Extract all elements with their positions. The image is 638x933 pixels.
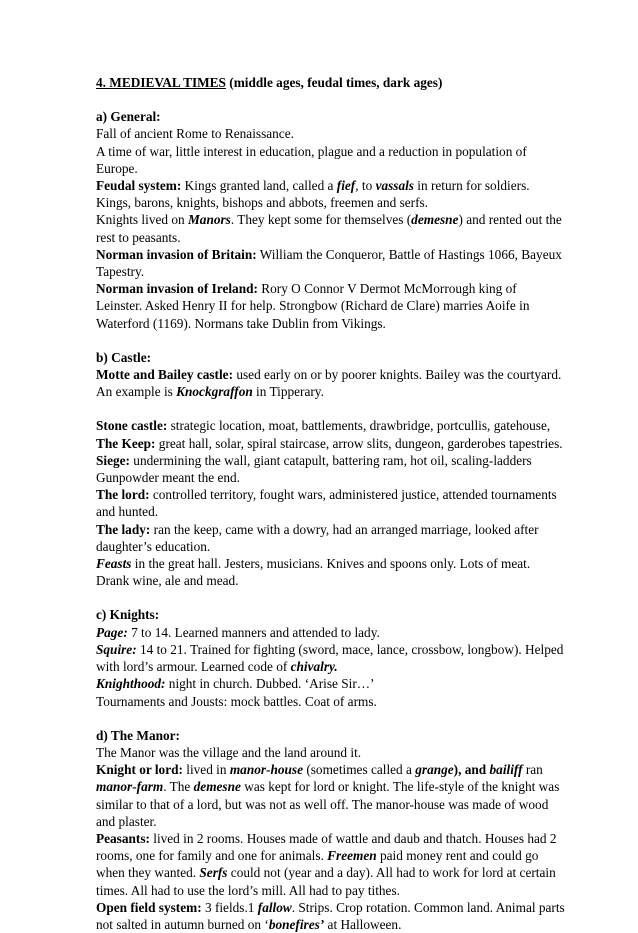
term-serfs: Serfs [199, 865, 228, 881]
text-run: Kings granted land, called a [181, 178, 337, 194]
paragraph-peasants [96, 830, 566, 899]
text-run: (sometimes called a [303, 762, 416, 778]
text-run: 14 to 21. Trained for fighting (sword, mace, lance, crossbow, longbow). Helped with lord’s armour. Learned code of [96, 641, 564, 675]
text-run: could not (year and a day). All had to work for lord at certain times. All had to use the lord’s mill. All had to pay tithes. [96, 865, 556, 898]
term-bailiff: bailiff [489, 762, 523, 778]
section-heading-castle: b) Castle: [96, 349, 152, 365]
spacer [96, 332, 566, 349]
paragraph-feasts [96, 555, 566, 589]
text-run: used early on or by poorer knights. Bailey was the courtyard. An example is [96, 367, 562, 400]
text-run: in return for soldiers. Kings, barons, knights, bishops and abbots, freemen and serfs. [96, 178, 530, 211]
text-run: undermining the wall, giant catapult, battering ram, hot oil, scaling-ladders Gunpowder meant the end. [96, 452, 532, 486]
paragraph: The Manor was the village and the land around it. [96, 744, 362, 760]
paragraph-siege [96, 452, 566, 486]
paragraph-knighthood [96, 675, 566, 692]
paragraph-norman-ireland [96, 280, 566, 332]
text-run: lived in [182, 762, 230, 778]
term-label: Motte and Bailey castle: [96, 367, 234, 383]
section-heading-general: a) General: [96, 109, 161, 125]
section-knights [96, 606, 566, 709]
term-vassals: vassals [375, 178, 414, 194]
paragraph-open-field [96, 899, 566, 933]
document-title [96, 74, 566, 91]
term-demesne: demesne [193, 779, 241, 795]
paragraph-squire [96, 641, 566, 675]
term-feasts: Feasts [96, 556, 132, 572]
term-squire: Squire: [96, 641, 137, 657]
section-heading-knights: c) Knights: [96, 607, 160, 623]
term-label: Norman invasion of Ireland: [96, 281, 258, 297]
paragraph-page [96, 624, 566, 641]
text-run: ran the keep, came with a dowry, had an arranged marriage, looked after daughter’s education. [96, 521, 539, 554]
text-run: Knights lived on [96, 212, 188, 228]
text-run: 3 fields.1 [201, 899, 258, 915]
text-run: in Tipperary. [252, 384, 324, 400]
text-run: paid money rent and could go when they wanted. [96, 848, 539, 881]
text-run: ), [453, 762, 462, 778]
term-label: Norman invasion of Britain: [96, 246, 257, 262]
paragraph-tournaments: Tournaments and Jousts: mock battles. Coat of arms. [96, 693, 377, 709]
paragraph-lord [96, 486, 566, 520]
text-run: in the great hall. Jesters, musicians. Knives and spoons only. Lots of meat. Drank wine, ale and mead. [96, 556, 531, 589]
text-run: , to [355, 178, 376, 194]
document-content [96, 74, 566, 933]
section-general [96, 108, 566, 332]
paragraph-feudal-system [96, 177, 566, 211]
paragraph: A time of war, little interest in education, plague and a reduction in population of Europe. [96, 143, 527, 176]
text-run: Rory O Connor V Dermot McMorrough king of Leinster. Asked Henry II for help. Strongbow (Richard de Clare) marries Aoife in Waterford (1169). Normans take Dublin from Vikings. [96, 281, 530, 331]
term-label: Open field system: [96, 899, 202, 915]
text-run: ) and rented out the rest to peasants. [96, 212, 562, 245]
text-run: . Strips. Crop rotation. Common land. Animal parts not salted in autumn burned on ‘ [96, 899, 565, 932]
paragraph-stone-castle [96, 417, 566, 434]
term-demesne: demesne [411, 212, 459, 228]
term-label: Siege: [96, 452, 130, 468]
paragraph-motte-bailey [96, 366, 566, 400]
paragraph-knight-or-lord [96, 761, 566, 830]
text-run: strategic location, moat, battlements, drawbridge, portcullis, gatehouse, [167, 418, 551, 434]
text-run: and [461, 762, 490, 778]
term-fief: fief [336, 178, 356, 194]
term-label: The lord: [96, 487, 150, 503]
text-run: lived in 2 rooms. Houses made of wattle and daub and thatch. Houses had 2 rooms, one for family and one for animals. [96, 830, 557, 864]
term-chivalry: chivalry. [290, 659, 338, 675]
term-freemen: Freemen [327, 848, 377, 864]
text-run: was kept for lord or knight. The life-style of the knight was similar to that of a lord, but was not as well off. The manor-house was made of wood and plaster. [96, 779, 560, 829]
term-manor-farm: manor-farm [96, 779, 164, 795]
text-run: William the Conqueror, Battle of Hastings 1066, Bayeux Tapestry. [96, 246, 562, 280]
term-knockgraffon: Knockgraffon [176, 384, 253, 400]
spacer [96, 710, 566, 727]
term-label: Peasants: [96, 830, 150, 846]
text-run: controlled territory, fought wars, administered justice, attended tournaments and hunted. [96, 487, 557, 520]
paragraph-norman-britain [96, 246, 566, 280]
text-run: . The [163, 779, 194, 795]
term-page: Page: [96, 624, 128, 640]
text-run: night in church. Dubbed. ‘Arise Sir…’ [165, 676, 375, 692]
term-knighthood: Knighthood: [96, 676, 166, 692]
term-manors: Manors [187, 212, 231, 228]
text-run: at Halloween. [324, 916, 402, 932]
text-run: . They kept some for themselves ( [230, 212, 412, 228]
spacer [96, 589, 566, 606]
paragraph-lady [96, 521, 566, 555]
section-heading-manor: d) The Manor: [96, 727, 180, 743]
paragraph-keep [96, 435, 566, 452]
term-bonefires: bonefires’ [268, 916, 325, 932]
paragraph: Fall of ancient Rome to Renaissance. [96, 126, 294, 142]
section-manor [96, 727, 566, 933]
text-run: 7 to 14. Learned manners and attended to lady. [127, 624, 380, 640]
term-label: The lady: [96, 521, 151, 537]
term-fallow: fallow [257, 899, 292, 915]
term-label: Knight or lord: [96, 762, 183, 778]
term-label: Feudal system: [96, 178, 182, 194]
term-manor-house: manor-house [229, 762, 303, 778]
spacer [96, 400, 566, 417]
term-label: Stone castle: [96, 418, 168, 434]
term-grange: grange [415, 762, 454, 778]
paragraph-manors [96, 211, 566, 245]
text-run: great hall, solar, spiral staircase, arrow slits, dungeon, garderobes tapestries. [155, 435, 563, 451]
text-run: ran [522, 762, 543, 778]
title-main: 4. MEDIEVAL TIMES [96, 75, 226, 90]
title-subtitle: (middle ages, feudal times, dark ages) [225, 75, 443, 90]
term-label: The Keep: [96, 435, 156, 451]
section-castle [96, 349, 566, 590]
